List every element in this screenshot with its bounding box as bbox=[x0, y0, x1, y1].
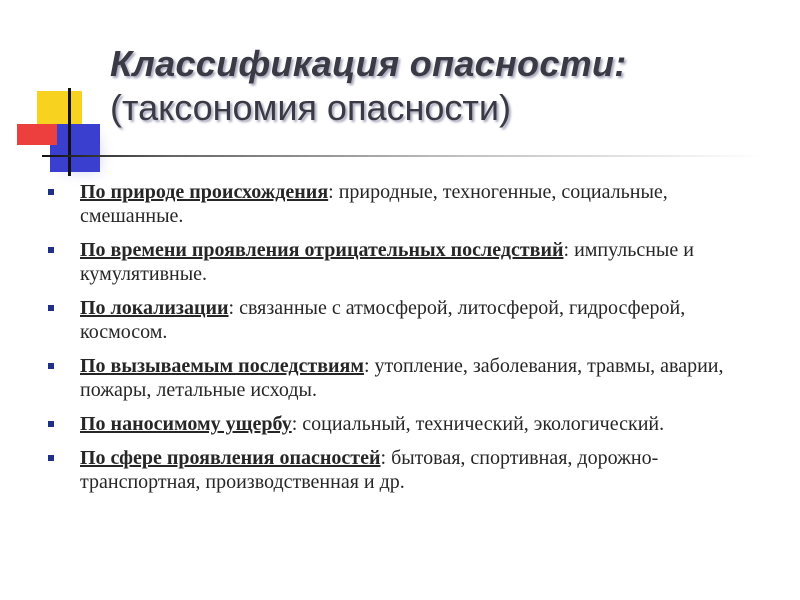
item-separator: : bbox=[228, 297, 240, 319]
list-item bbox=[48, 446, 768, 494]
item-separator: : bbox=[328, 181, 339, 203]
item-term: По наносимому ущербу bbox=[80, 413, 292, 435]
item-separator: : bbox=[363, 355, 375, 377]
item-term: По времени проявления отрицательных последствий bbox=[80, 239, 564, 261]
item-text: природные, техногенные, социальные, смешанные. bbox=[80, 181, 668, 227]
item-term: По вызываемым последствиям bbox=[80, 355, 364, 377]
title-subtitle: (таксономия опасности) bbox=[110, 87, 511, 128]
item-text: утопление, заболевания, травмы, аварии, пожары, летальные исходы. bbox=[80, 355, 724, 401]
classification-list bbox=[48, 180, 768, 504]
bullet-icon bbox=[48, 189, 54, 195]
decor-blue-square bbox=[50, 124, 100, 172]
bullet-icon bbox=[48, 247, 54, 253]
decor-vertical-line bbox=[68, 88, 71, 176]
item-term: По локализации bbox=[80, 297, 229, 319]
title-divider bbox=[42, 155, 762, 157]
title-main: Классификация опасности: bbox=[110, 43, 627, 84]
item-text: социальный, технический, экологический. bbox=[302, 413, 665, 435]
item-separator: : bbox=[563, 239, 575, 261]
item-text: импульсные и кумулятивные. bbox=[80, 239, 694, 285]
item-text: связанные с атмосферой, литосферой, гидросферой, космосом. bbox=[80, 297, 686, 343]
list-item bbox=[48, 238, 768, 286]
bullet-icon bbox=[48, 305, 54, 311]
bullet-icon bbox=[48, 363, 54, 369]
item-term: По сфере проявления опасностей bbox=[80, 447, 381, 469]
item-term: По природе происхождения bbox=[80, 181, 329, 203]
list-item bbox=[48, 412, 768, 436]
slide-title bbox=[110, 42, 770, 130]
list-item bbox=[48, 354, 768, 402]
decor-red-square bbox=[17, 124, 57, 145]
bullet-icon bbox=[48, 421, 54, 427]
item-separator: : bbox=[380, 447, 392, 469]
bullet-icon bbox=[48, 455, 54, 461]
list-item bbox=[48, 180, 768, 228]
item-text: бытовая, спортивная, дорожно-транспортная, производственная и др. bbox=[80, 447, 659, 493]
list-item bbox=[48, 296, 768, 344]
item-separator: : bbox=[291, 413, 303, 435]
